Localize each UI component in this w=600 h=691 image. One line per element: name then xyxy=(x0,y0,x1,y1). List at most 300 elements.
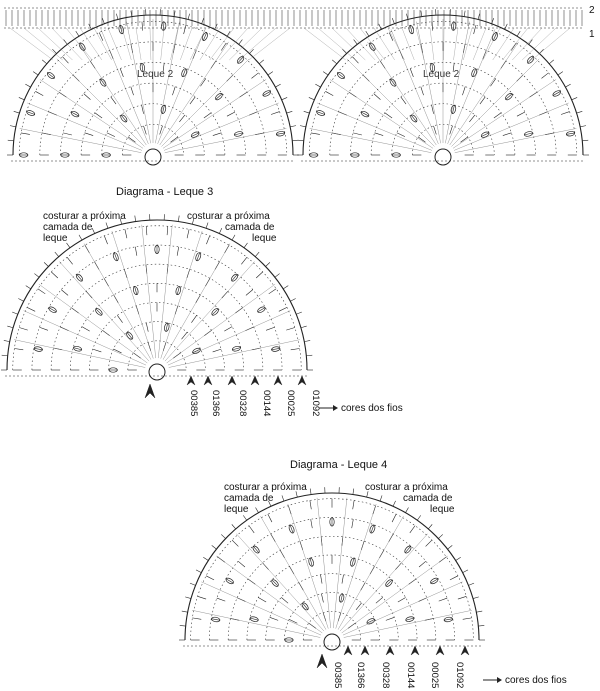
stitch-post xyxy=(341,594,343,603)
stitch-post xyxy=(63,133,72,135)
edge-stitch xyxy=(33,72,38,75)
fan-leque-2-right xyxy=(297,9,589,165)
stitch-ray xyxy=(39,284,147,363)
stitch-ray xyxy=(126,22,150,144)
stitch-ray xyxy=(77,42,146,145)
stitch-post xyxy=(410,526,415,533)
join-strand xyxy=(304,28,346,60)
stitch-ray xyxy=(192,610,320,637)
start-arrow-icon xyxy=(317,654,327,668)
stitch-post xyxy=(541,73,548,79)
edge-stitch xyxy=(19,97,25,99)
stitch-post xyxy=(450,576,458,580)
stitch-post xyxy=(167,226,168,235)
edge-stitch xyxy=(282,495,284,501)
stitch-post xyxy=(426,540,432,546)
join-strand xyxy=(94,28,112,60)
stitch-ray xyxy=(158,225,172,358)
edge-stitch xyxy=(476,611,482,612)
color-change-marker-icon xyxy=(274,376,282,385)
stitch-post xyxy=(39,327,47,330)
stitch-post xyxy=(35,91,43,95)
edge-stitch xyxy=(76,31,79,36)
stitch-post xyxy=(125,229,127,238)
edge-stitch xyxy=(282,97,288,99)
stitch-post xyxy=(444,619,453,621)
stitch-post xyxy=(461,137,468,142)
stitch-post xyxy=(258,597,266,602)
edge-stitch xyxy=(131,11,132,17)
stitch-post xyxy=(517,112,525,116)
edge-stitch xyxy=(239,40,243,45)
stitch-post xyxy=(47,73,54,79)
stitch-post xyxy=(127,332,133,339)
join-strand xyxy=(318,28,356,60)
stitch-post xyxy=(217,598,225,601)
leque-3-code-4: 00144 xyxy=(261,390,272,417)
fan-center-ring xyxy=(145,149,161,165)
stitch-ray xyxy=(165,262,255,362)
stitch-post xyxy=(135,247,137,256)
color-change-marker-icon xyxy=(436,646,444,655)
edge-stitch xyxy=(219,228,221,233)
join-strand xyxy=(503,28,529,60)
stitch-post xyxy=(269,289,276,294)
stitch-post xyxy=(216,94,223,100)
stitch-ray xyxy=(330,79,433,148)
stitch-post xyxy=(268,514,272,522)
stitch-post xyxy=(439,598,447,601)
stitch-post xyxy=(376,597,383,603)
edge-stitch xyxy=(174,11,175,17)
edge-stitch xyxy=(448,545,453,549)
edge-stitch xyxy=(244,243,247,248)
edge-stitch xyxy=(379,24,382,29)
stitch-post xyxy=(263,91,271,95)
edge-stitch xyxy=(259,60,264,64)
edge-stitch xyxy=(380,495,382,501)
stitch-post xyxy=(356,603,362,610)
stitch-ray xyxy=(455,128,577,152)
leque-3-code-5: 00025 xyxy=(285,390,296,417)
join-strand xyxy=(483,28,500,60)
stitch-post xyxy=(232,274,238,281)
leque-4-code-5: 00025 xyxy=(429,662,440,689)
stitch-post xyxy=(191,315,196,322)
stitch-post xyxy=(128,137,135,142)
stitch-post xyxy=(82,327,90,332)
edge-stitch xyxy=(366,31,369,36)
stitch-post xyxy=(286,327,295,330)
stitch-ray xyxy=(336,504,376,629)
join-strand xyxy=(430,28,434,60)
edge-stitch xyxy=(18,299,23,302)
stitch-post xyxy=(271,348,280,350)
stitch-post xyxy=(276,133,285,134)
row-number-2: 2 xyxy=(589,5,595,16)
edge-stitch xyxy=(392,18,394,24)
edge-stitch xyxy=(572,97,578,99)
stitch-post xyxy=(204,113,211,118)
leque-3-sew-left-line2: camada de xyxy=(43,222,93,233)
stitch-ray xyxy=(453,79,556,148)
stitch-ray xyxy=(163,79,266,148)
edge-stitch xyxy=(116,14,118,20)
join-strand xyxy=(108,28,122,60)
stitch-ray xyxy=(340,534,428,631)
stitch-post xyxy=(238,57,244,64)
edge-stitch xyxy=(55,252,59,257)
stitch-post xyxy=(253,546,259,553)
join-strand xyxy=(463,28,472,60)
stitch-post xyxy=(463,618,472,619)
join-strand xyxy=(416,28,424,60)
edge-stitch xyxy=(353,489,354,495)
stitch-post xyxy=(211,619,220,621)
edge-stitch xyxy=(478,625,484,626)
edge-stitch xyxy=(182,611,188,612)
stitch-post xyxy=(256,272,263,278)
stitch-post xyxy=(198,596,207,599)
edge-stitch xyxy=(406,14,408,20)
edge-stitch xyxy=(196,570,201,573)
leque-3-code-6: 01092 xyxy=(310,390,321,417)
stitch-post xyxy=(553,91,561,95)
stitch-post xyxy=(418,137,425,142)
edge-stitch xyxy=(298,140,304,141)
stitch-post xyxy=(397,133,405,137)
edge-stitch xyxy=(301,326,307,328)
stitch-post xyxy=(142,22,143,31)
edge-stitch xyxy=(12,312,18,314)
stitch-post xyxy=(49,307,57,312)
stitch-post xyxy=(506,94,513,100)
edge-stitch xyxy=(102,18,104,24)
stitch-post xyxy=(410,68,413,76)
stitch-ray xyxy=(20,128,142,152)
edge-stitch xyxy=(306,355,312,356)
leque-4-sew-left-line3: leque xyxy=(224,504,249,515)
stitch-post xyxy=(51,272,58,278)
stitch-ray xyxy=(445,22,469,144)
join-strand xyxy=(136,28,141,60)
edge-stitch xyxy=(221,534,225,538)
edge-stitch xyxy=(255,252,259,257)
edge-stitch xyxy=(304,111,310,113)
stitch-post xyxy=(474,25,476,34)
fan-center-ring xyxy=(435,149,451,165)
stitch-post xyxy=(392,514,396,522)
join-strand xyxy=(66,28,92,60)
stitch-post xyxy=(398,597,406,602)
edge-stitch xyxy=(323,72,328,75)
color-change-marker-icon xyxy=(204,376,212,385)
leque-3-sew-right-line1: costurar a próxima xyxy=(187,211,270,222)
edge-stitch xyxy=(300,126,306,127)
stitch-post xyxy=(206,576,214,580)
stitch-post xyxy=(353,133,362,135)
stitch-ray xyxy=(342,556,448,633)
stitch-post xyxy=(61,290,68,296)
stitch-post xyxy=(85,133,94,136)
edge-stitch xyxy=(8,140,14,141)
stitch-post xyxy=(27,307,35,311)
edge-stitch xyxy=(315,84,320,87)
edge-stitch xyxy=(549,60,554,64)
edge-stitch xyxy=(275,84,280,87)
stitch-post xyxy=(561,112,570,115)
stitch-post xyxy=(166,323,168,332)
stitch-post xyxy=(375,133,384,136)
color-change-marker-icon xyxy=(251,376,259,385)
stitch-post xyxy=(96,309,102,315)
stitch-post xyxy=(281,597,288,603)
leque-4-color-markers xyxy=(344,646,469,655)
leque-4-code-3: 00328 xyxy=(380,662,391,689)
join-strand xyxy=(249,28,290,60)
edge-stitch xyxy=(292,140,298,141)
join-strand xyxy=(229,28,262,60)
edge-stitch xyxy=(468,583,474,585)
stitch-post xyxy=(206,236,209,244)
stitch-ray xyxy=(165,128,287,152)
stitch-post xyxy=(401,97,406,104)
stitch-post xyxy=(494,113,501,118)
edge-stitch xyxy=(393,501,395,506)
edge-stitch xyxy=(34,274,39,278)
edge-stitch xyxy=(188,14,190,20)
stitch-post xyxy=(171,137,178,142)
edge-stitch xyxy=(2,355,8,356)
stitch-post xyxy=(99,32,103,40)
leque-4-sew-right-line3: leque xyxy=(430,504,455,515)
leque-3-sew-left-line1: costurar a próxima xyxy=(43,211,126,222)
leque-3-code-1: 00385 xyxy=(188,390,199,417)
leque-3-colors-label: cores dos fios xyxy=(341,403,403,414)
stitch-post xyxy=(191,133,199,137)
stitch-ray xyxy=(112,231,153,358)
edge-stitch xyxy=(42,60,47,64)
start-arrow-icon xyxy=(145,384,155,398)
edge-stitch xyxy=(456,557,461,560)
stitch-post xyxy=(503,133,512,136)
edge-stitch xyxy=(256,507,259,512)
leque-3-sew-right-line3: leque xyxy=(252,233,277,244)
edge-stitch xyxy=(290,126,296,127)
edge-stitch xyxy=(421,11,422,17)
edge-stitch xyxy=(44,262,48,266)
edge-stitch xyxy=(10,126,16,127)
color-change-marker-icon xyxy=(298,376,306,385)
stitch-post xyxy=(302,603,308,610)
diagram-leque-3 xyxy=(1,186,403,416)
edge-stitch xyxy=(52,49,56,53)
join-strand xyxy=(402,28,414,60)
stitch-post xyxy=(325,91,333,95)
stitch-post xyxy=(310,500,311,509)
edge-stitch xyxy=(243,515,246,520)
edge-stitch xyxy=(539,49,543,53)
leque-4-title: Diagrama - Leque 4 xyxy=(290,459,388,471)
stitch-post xyxy=(172,87,175,96)
stitch-post xyxy=(117,315,122,322)
edge-stitch xyxy=(185,597,191,599)
stitch-ray xyxy=(310,128,432,152)
edge-stitch xyxy=(7,326,13,328)
edge-stitch xyxy=(232,524,236,529)
stitch-post xyxy=(238,561,245,567)
stitch-post xyxy=(528,57,534,64)
stitch-post xyxy=(291,349,300,350)
edge-stitch xyxy=(580,126,586,127)
stitch-post xyxy=(279,307,287,311)
stitch-post xyxy=(566,133,575,134)
join-strand xyxy=(360,28,385,60)
edge-stitch xyxy=(212,545,217,549)
stitch-post xyxy=(14,349,23,350)
leque-4-sew-left-line2: camada de xyxy=(224,493,274,504)
leque-4-code-1: 00385 xyxy=(332,662,343,689)
stitch-post xyxy=(184,25,186,34)
stitch-ray xyxy=(24,311,146,366)
stitch-ray xyxy=(163,244,230,360)
stitch-post xyxy=(95,113,102,118)
leque-4-sew-right-line2: camada de xyxy=(403,493,453,504)
edge-stitch xyxy=(180,625,186,626)
edge-stitch xyxy=(354,40,358,45)
stitch-post xyxy=(311,133,320,134)
edge-stitch xyxy=(287,111,293,113)
edge-stitch xyxy=(106,223,108,229)
join-strand xyxy=(10,28,53,60)
stitch-post xyxy=(270,617,278,620)
edge-stitch xyxy=(190,583,196,585)
stitch-ray xyxy=(160,42,229,145)
stitch-post xyxy=(146,323,148,332)
color-change-marker-icon xyxy=(461,646,469,655)
diagram-leque-4 xyxy=(179,459,567,688)
leque-3-title: Diagrama - Leque 3 xyxy=(116,186,214,198)
color-change-marker-icon xyxy=(344,646,352,655)
stitch-ray xyxy=(344,610,472,637)
edge-stitch xyxy=(565,84,570,87)
edge-stitch xyxy=(14,111,20,113)
stitch-post xyxy=(386,580,392,586)
edge-stitch xyxy=(67,243,70,248)
edge-stitch xyxy=(310,489,311,495)
edge-stitch xyxy=(464,11,465,17)
stitch-post xyxy=(131,87,134,96)
stitch-post xyxy=(462,87,465,96)
stitch-ray xyxy=(161,231,202,358)
stitch-post xyxy=(352,519,354,528)
color-change-marker-icon xyxy=(361,646,369,655)
edge-stitch xyxy=(290,299,295,302)
row-number-1: 1 xyxy=(589,29,595,40)
stitch-post xyxy=(111,97,116,104)
top-chain-rows xyxy=(4,8,584,60)
stitch-post xyxy=(179,115,185,122)
stitch-ray xyxy=(167,284,275,363)
leque-4-sew-left-line1: costurar a próxima xyxy=(224,482,307,493)
stitch-post xyxy=(190,97,195,104)
stitch-post xyxy=(107,133,115,137)
leque-4-code-2: 01366 xyxy=(355,662,366,689)
stitch-post xyxy=(226,579,234,584)
stitch-post xyxy=(38,289,45,294)
stitch-post xyxy=(321,594,323,603)
stitch-ray xyxy=(40,79,143,148)
stitch-ray xyxy=(14,340,145,368)
edge-stitch xyxy=(283,286,288,289)
stitch-ray xyxy=(333,498,347,628)
stitch-post xyxy=(62,57,68,64)
join-strand xyxy=(374,28,395,60)
edge-stitch xyxy=(178,216,179,222)
stitch-post xyxy=(458,596,467,599)
edge-stitch xyxy=(203,557,208,560)
join-strand xyxy=(180,28,192,60)
stitch-post xyxy=(34,348,43,350)
fan-label-left: Leque 2 xyxy=(137,69,174,80)
edge-stitch xyxy=(582,140,588,141)
leque-3-color-markers xyxy=(187,376,306,385)
stitch-post xyxy=(67,257,73,264)
stitch-post xyxy=(251,73,258,79)
stitch-post xyxy=(337,73,344,79)
stitch-post xyxy=(361,112,369,116)
stitch-post xyxy=(241,257,247,264)
stitch-ray xyxy=(416,22,440,144)
fan-leque-2-left xyxy=(7,9,299,165)
stitch-post xyxy=(192,618,201,619)
stitch-post xyxy=(104,236,107,244)
fan-center-ring xyxy=(324,634,340,650)
edge-stitch xyxy=(249,49,253,53)
stitch-post xyxy=(146,226,147,235)
top-band xyxy=(4,5,595,165)
leque-3-color-codes xyxy=(188,390,321,416)
join-strand xyxy=(150,28,151,60)
stitch-post xyxy=(311,519,313,528)
stitch-post xyxy=(419,561,426,567)
edge-stitch xyxy=(275,274,280,278)
stitch-ray xyxy=(84,244,151,360)
color-change-marker-icon xyxy=(386,646,394,655)
stitch-post xyxy=(353,500,354,509)
edge-stitch xyxy=(517,31,520,36)
join-strand xyxy=(239,28,276,60)
leque-3-code-3: 00328 xyxy=(237,390,248,417)
stitch-post xyxy=(227,112,235,116)
color-change-marker-icon xyxy=(411,646,419,655)
edge-stitch xyxy=(406,507,409,512)
join-strand xyxy=(122,28,131,60)
edge-stitch xyxy=(79,235,82,240)
edge-stitch xyxy=(25,84,30,87)
leque-3-sew-right-line2: camada de xyxy=(225,222,275,233)
stitch-post xyxy=(249,526,254,533)
stitch-post xyxy=(187,229,189,238)
stitch-post xyxy=(421,87,424,96)
edge-stitch xyxy=(332,60,337,64)
leque-4-colors-label: cores dos fios xyxy=(505,675,567,686)
stitch-post xyxy=(481,133,489,137)
fan-label-right: Leque 2 xyxy=(423,69,460,80)
stitch-post xyxy=(385,113,392,118)
edge-stitch xyxy=(417,515,420,520)
edge-stitch xyxy=(473,597,479,599)
